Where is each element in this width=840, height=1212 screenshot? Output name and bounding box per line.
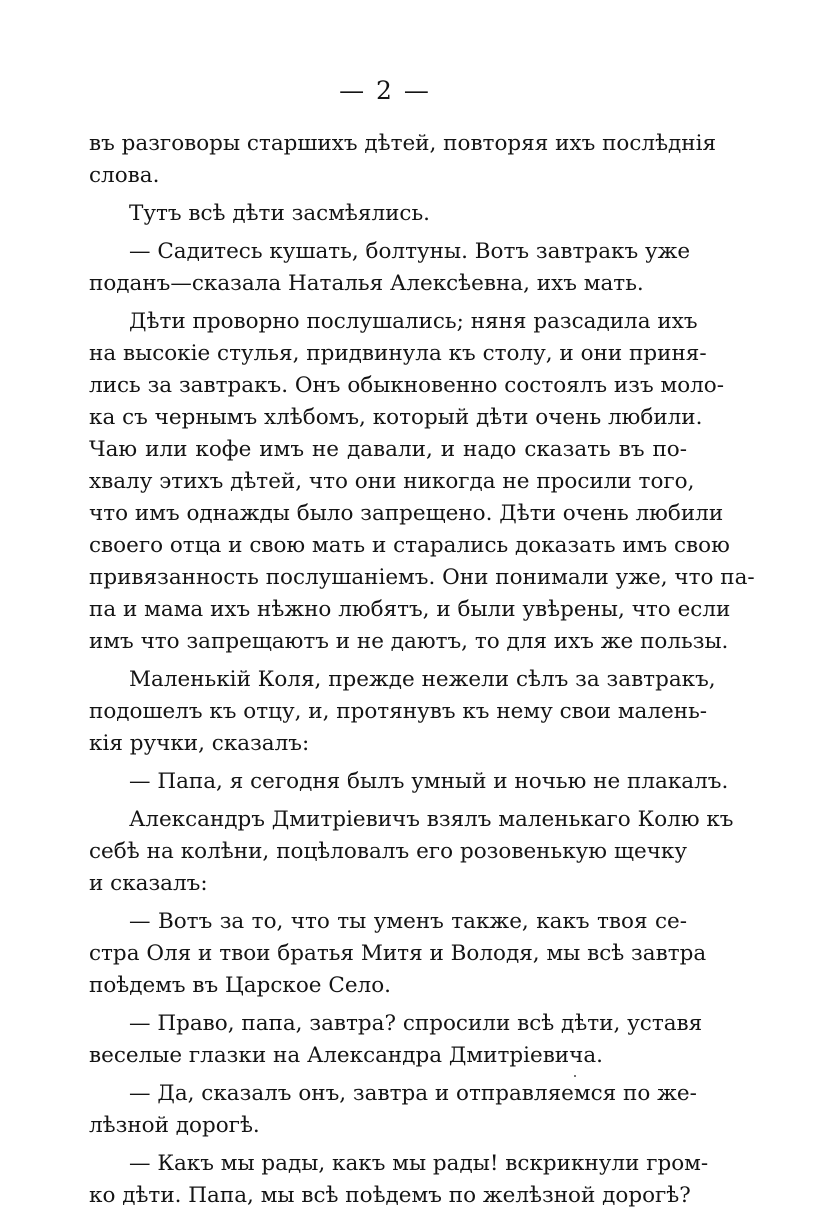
text-line: па и мама ихъ нѣжно любятъ, и были увѣрены, что если [89,597,731,622]
text-line: что имъ однажды было запрещено. Дѣти очень любили [89,501,724,526]
text-line: на высокіе стулья, придвинула къ столу, и они приня- [89,341,707,366]
text-line: хвалу этихъ дѣтей, что они никогда не просили того, [89,469,695,494]
text-line: — Право, папа, завтра? спросили всѣ дѣти, уставя [129,1011,703,1036]
text-line: Тутъ всѣ дѣти засмѣялись. [129,201,431,226]
text-line: стра Оля и твои братья Митя и Володя, мы всѣ завтра [89,941,707,966]
text-line: ко дѣти. Папа, мы всѣ поѣдемъ по желѣзной дорогѣ? [89,1183,691,1208]
text-line: поѣдемъ въ Царское Село. [89,973,391,998]
text-line: — Садитесь кушать, болтуны. Вотъ завтракъ уже [129,239,691,264]
text-line: слова. [89,163,160,188]
text-line: Александръ Дмитріевичъ взялъ маленькаго Колю къ [129,807,734,832]
text-line: Чаю или кофе имъ не давали, и надо сказать въ по- [89,437,687,462]
text-line: — Какъ мы рады, какъ мы рады! вскрикнули гром- [129,1151,709,1176]
text-line: своего отца и свою мать и старались доказать имъ свою [89,533,730,558]
page-number: — 2 — [339,76,431,105]
text-line: кія ручки, сказалъ: [89,731,310,756]
text-line: веселые глазки на Александра Дмитріевича. [89,1043,604,1068]
page-text [89,128,755,1212]
text-line: лись за завтракъ. Онъ обыкновенно состоялъ изъ моло- [89,373,725,398]
text-line: привязанность послушаніемъ. Они понимали уже, что па- [89,565,755,590]
text-line: себѣ на колѣни, поцѣловалъ его розовенькую щечку [89,839,687,864]
text-line: и сказалъ: [89,871,208,896]
text-line: подошелъ къ отцу, и, протянувъ къ нему свои малень- [89,699,708,724]
text-line: Дѣти проворно послушались; няня разсадила ихъ [129,309,698,334]
text-line: ка съ чернымъ хлѣбомъ, который дѣти очень любили. [89,405,703,430]
text-line: лѣзной дорогѣ. [89,1113,260,1138]
text-line: поданъ—сказала Наталья Алексѣевна, ихъ мать. [89,271,644,296]
text-line: — Папа, я сегодня былъ умный и ночью не плакалъ. [129,769,729,794]
paper-speck [574,1075,576,1077]
text-line: — Вотъ за то, что ты уменъ также, какъ твоя се- [129,909,687,934]
text-line: Маленькій Коля, прежде нежели сѣлъ за завтракъ, [129,667,716,692]
text-line: имъ что запрещаютъ и не даютъ, то для ихъ же пользы. [89,629,729,654]
text-line: въ разговоры старшихъ дѣтей, повторяя ихъ послѣднія [89,131,717,156]
text-line: — Да, сказалъ онъ, завтра и отправляемся по же- [129,1081,697,1106]
